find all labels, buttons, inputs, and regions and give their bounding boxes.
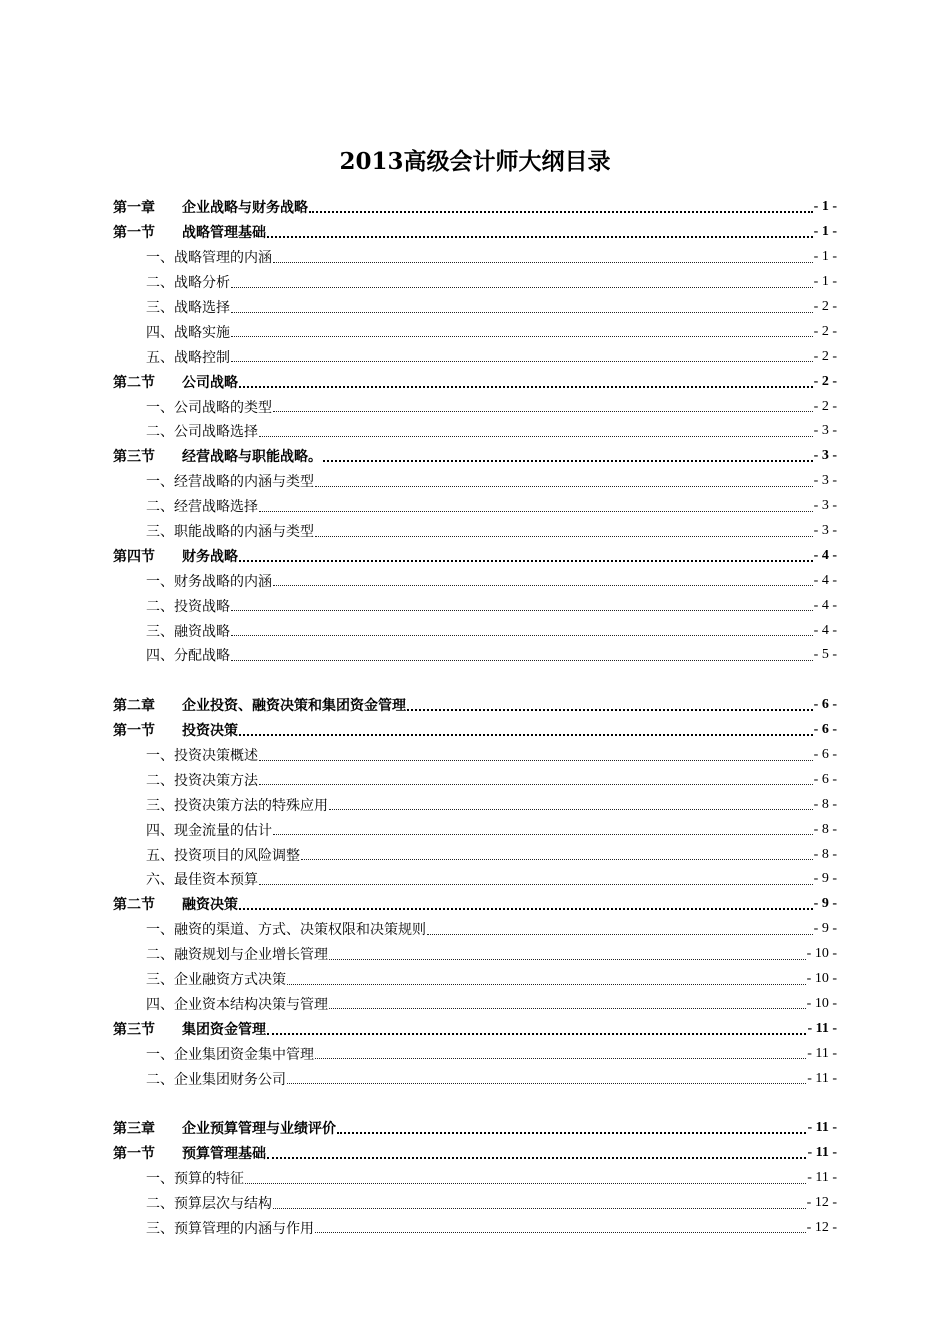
toc-entry-item[interactable] [113, 1191, 837, 1216]
toc-dot-leader [273, 1194, 806, 1209]
toc-entry-item[interactable] [113, 270, 837, 295]
toc-entry-title: 企业融资方式决策 [174, 972, 286, 989]
toc-entry-number: 一、 [146, 250, 174, 267]
toc-page-number: - 5 - [813, 647, 837, 663]
toc-page-number: - 3 - [813, 498, 837, 514]
toc-page-number: - 8 - [813, 821, 837, 837]
toc-dot-leader [273, 397, 813, 412]
toc-entry-title: 财务战略 [182, 548, 238, 565]
toc-entry-title: 经营战略选择 [174, 499, 258, 516]
toc-entry-title: 公司战略选择 [174, 424, 258, 441]
toc-dot-leader [273, 571, 813, 586]
toc-dot-leader [329, 795, 813, 810]
toc-entry-item[interactable] [113, 1166, 837, 1191]
toc-entry-title: 融资的渠道、方式、决策权限和决策规则 [174, 922, 426, 939]
toc-entry-item[interactable] [113, 319, 837, 344]
toc-entry-number: 三、 [146, 1220, 174, 1237]
toc-entry-number: 二、 [146, 424, 174, 441]
toc-entry-title: 投资决策概述 [174, 748, 258, 765]
toc-entry-number: 第四节 [113, 548, 155, 565]
toc-page-number: - 11 - [807, 1045, 837, 1061]
toc-entry-number: 一、 [146, 474, 174, 491]
toc-dot-leader [239, 894, 813, 910]
toc-dot-leader [231, 322, 813, 337]
toc-entry-title: 公司战略 [182, 374, 238, 391]
toc-dot-leader [301, 845, 813, 860]
toc-entry-title: 投资决策方法 [174, 772, 258, 789]
toc-entry-item[interactable] [113, 942, 837, 967]
toc-page-number: - 2 - [813, 398, 837, 414]
toc-entry-item[interactable] [113, 593, 837, 618]
toc-entry-section[interactable] [113, 1141, 837, 1166]
toc-entry-title: 投资决策 [182, 723, 238, 740]
toc-entry-title: 融资规划与企业增长管理 [174, 947, 328, 964]
toc-entry-title: 预算层次与结构 [174, 1196, 272, 1213]
document-title: 2013高级会计师大纲目录 [339, 148, 611, 175]
toc-entry-number: 第二章 [113, 698, 155, 715]
toc-entry-section[interactable] [113, 444, 837, 469]
toc-page-number: - 2 - [813, 348, 837, 364]
toc-dot-leader [231, 621, 813, 636]
toc-entry-number: 第三章 [113, 1121, 155, 1138]
toc-entry-number: 六、 [146, 872, 174, 889]
toc-entry-item[interactable] [113, 1066, 837, 1091]
toc-dot-leader [329, 945, 806, 960]
toc-entry-number: 三、 [146, 623, 174, 640]
toc-entry-number: 二、 [146, 275, 174, 292]
toc-entry-title: 经营战略的内涵与类型 [174, 474, 314, 491]
toc-page-number: - 4 - [813, 547, 837, 563]
toc-entry-number: 第三节 [113, 1021, 155, 1038]
toc-page-number: - 10 - [806, 995, 837, 1011]
toc-entry-number: 第二节 [113, 897, 155, 914]
toc-dot-leader [287, 970, 806, 985]
toc-page-number: - 1 - [813, 249, 837, 265]
toc-dot-leader [329, 994, 806, 1009]
toc-entry-item[interactable] [113, 494, 837, 519]
toc-entry-number: 三、 [146, 972, 174, 989]
toc-dot-leader [231, 298, 813, 313]
toc-page-number: - 10 - [806, 946, 837, 962]
toc-dot-leader [323, 446, 813, 462]
toc-page-number: - 12 - [806, 1219, 837, 1235]
toc-entry-title: 集团资金管理 [182, 1021, 266, 1038]
toc-entry-item[interactable] [113, 967, 837, 992]
toc-entry-chapter[interactable] [113, 195, 837, 220]
toc-entry-title: 最佳资本预算 [174, 872, 258, 889]
toc-dot-leader [309, 197, 813, 213]
toc-dot-leader [259, 497, 813, 512]
toc-entry-title: 战略控制 [174, 349, 230, 366]
toc-page-number: - 6 - [813, 747, 837, 763]
toc-dot-leader [267, 222, 813, 238]
toc-entry-title: 战略管理的内涵 [174, 250, 272, 267]
toc-entry-item[interactable] [113, 295, 837, 320]
toc-dot-leader [245, 1169, 806, 1184]
toc-page-number: - 2 - [813, 373, 837, 389]
toc-entry-item[interactable] [113, 917, 837, 942]
toc-entry-number: 二、 [146, 772, 174, 789]
toc-page-number: - 9 - [813, 871, 837, 887]
toc-entry-number: 五、 [146, 847, 174, 864]
toc-dot-leader [231, 646, 813, 661]
toc-entry-title: 预算管理基础 [182, 1146, 266, 1163]
toc-entry-number: 二、 [146, 499, 174, 516]
toc-dot-leader [239, 546, 813, 562]
toc-entry-number: 第二节 [113, 374, 155, 391]
toc-dot-leader [231, 596, 813, 611]
toc-entry-number: 五、 [146, 349, 174, 366]
toc-entry-section[interactable] [113, 220, 837, 245]
toc-page-number: - 4 - [813, 597, 837, 613]
toc-dot-leader [337, 1118, 806, 1134]
toc-page-number: - 6 - [813, 771, 837, 787]
toc-page-number: - 3 - [813, 523, 837, 539]
toc-page-number: - 3 - [813, 448, 837, 464]
toc-entry-title: 战略分析 [174, 275, 230, 292]
toc-entry-number: 四、 [146, 324, 174, 341]
toc-page-number: - 11 - [807, 1120, 837, 1136]
toc-page-number: - 8 - [813, 796, 837, 812]
toc-entry-title: 职能战略的内涵与类型 [174, 524, 314, 541]
toc-page-number: - 6 - [813, 697, 837, 713]
toc-entry-item[interactable] [113, 792, 837, 817]
toc-dot-leader [267, 1019, 806, 1035]
toc-page-number: - 2 - [813, 299, 837, 314]
toc-page-number: - 11 - [807, 1170, 837, 1186]
toc-entry-item[interactable] [113, 394, 837, 419]
table-of-contents [113, 195, 837, 1240]
toc-entry-number: 三、 [146, 797, 174, 814]
toc-dot-leader [427, 920, 813, 935]
toc-dot-leader [273, 820, 813, 835]
toc-page-number: - 1 - [813, 199, 837, 215]
toc-entry-section[interactable] [113, 1016, 837, 1041]
toc-entry-title: 投资项目的风险调整 [174, 847, 300, 864]
toc-page-number: - 1 - [813, 224, 837, 240]
toc-spacer [113, 1091, 837, 1116]
toc-entry-number: 四、 [146, 648, 174, 665]
toc-dot-leader [231, 273, 813, 288]
toc-entry-title: 财务战略的内涵 [174, 573, 272, 590]
toc-page-number: - 6 - [813, 722, 837, 738]
toc-page-number: - 12 - [806, 1195, 837, 1211]
toc-page-number: - 9 - [813, 921, 837, 937]
toc-entry-item[interactable] [113, 767, 837, 792]
toc-page-number: - 8 - [813, 846, 837, 862]
toc-dot-leader [231, 347, 813, 362]
toc-entry-number: 二、 [146, 1196, 174, 1213]
toc-page-number: - 1 - [813, 274, 837, 290]
toc-page-number: - 4 - [813, 622, 837, 638]
toc-entry-title: 企业投资、融资决策和集团资金管理 [182, 698, 406, 715]
toc-entry-number: 二、 [146, 947, 174, 964]
toc-entry-title: 企业集团资金集中管理 [174, 1046, 314, 1063]
toc-entry-title: 投资决策方法的特殊应用 [174, 797, 328, 814]
toc-dot-leader [259, 422, 813, 437]
toc-entry-number: 第一节 [113, 1146, 155, 1163]
toc-entry-title: 公司战略的类型 [174, 399, 272, 416]
toc-entry-number: 第一章 [113, 200, 155, 217]
toc-entry-title: 战略选择 [174, 300, 230, 316]
toc-page-number: - 11 - [807, 1145, 837, 1161]
toc-page-number: - 3 - [813, 473, 837, 489]
toc-entry-title: 企业战略与财务战略 [182, 200, 308, 217]
toc-entry-number: 第一节 [113, 225, 155, 242]
toc-entry-title: 企业集团财务公司 [174, 1071, 286, 1088]
toc-entry-item[interactable] [113, 992, 837, 1017]
toc-dot-leader [239, 720, 813, 736]
toc-dot-leader [259, 770, 813, 785]
toc-entry-item[interactable] [113, 867, 837, 892]
toc-entry-item[interactable] [113, 519, 837, 544]
toc-entry-number: 一、 [146, 573, 174, 590]
toc-entry-item[interactable] [113, 1041, 837, 1066]
toc-entry-number: 三、 [146, 300, 174, 316]
toc-entry-number: 一、 [146, 1171, 174, 1188]
toc-entry-title: 预算管理的内涵与作用 [174, 1220, 314, 1237]
toc-dot-leader [273, 248, 813, 263]
toc-entry-number: 一、 [146, 1046, 174, 1063]
toc-entry-title: 预算的特征 [174, 1171, 244, 1188]
toc-entry-item[interactable] [113, 743, 837, 768]
toc-entry-title: 企业预算管理与业绩评价 [182, 1121, 336, 1138]
toc-page-number: - 11 - [807, 1070, 837, 1086]
toc-entry-section[interactable] [113, 892, 837, 917]
toc-page-number: - 11 - [807, 1020, 837, 1036]
toc-entry-title: 企业资本结构决策与管理 [174, 996, 328, 1013]
toc-entry-item[interactable] [113, 817, 837, 842]
toc-entry-item[interactable] [113, 469, 837, 494]
toc-page-number: - 2 - [813, 323, 837, 339]
toc-page-number: - 4 - [813, 572, 837, 588]
toc-entry-number: 四、 [146, 822, 174, 839]
toc-entry-title: 战略管理基础 [182, 225, 266, 242]
toc-entry-number: 一、 [146, 748, 174, 765]
toc-page-number: - 9 - [813, 896, 837, 912]
toc-dot-leader [259, 870, 813, 885]
toc-dot-leader [315, 1044, 806, 1059]
toc-dot-leader [259, 746, 813, 761]
toc-dot-leader [287, 1069, 806, 1084]
toc-entry-section[interactable] [113, 718, 837, 743]
toc-entry-item[interactable] [113, 568, 837, 593]
toc-entry-title: 经营战略与职能战略。 [182, 449, 322, 466]
toc-dot-leader [315, 1218, 806, 1233]
toc-entry-item[interactable] [113, 643, 837, 668]
toc-page-number: - 3 - [813, 423, 837, 439]
toc-entry-title: 战略实施 [174, 324, 230, 341]
toc-dot-leader [239, 372, 813, 388]
toc-entry-number: 二、 [146, 598, 174, 615]
toc-entry-number: 第一节 [113, 723, 155, 740]
toc-entry-title: 分配战略 [174, 648, 230, 665]
toc-dot-leader [407, 695, 813, 711]
toc-entry-section[interactable] [113, 369, 837, 394]
toc-entry-number: 一、 [146, 399, 174, 416]
toc-entry-item[interactable] [113, 419, 837, 444]
toc-entry-number: 一、 [146, 922, 174, 939]
toc-entry-number: 四、 [146, 996, 174, 1013]
toc-entry-title: 投资战略 [174, 598, 230, 615]
toc-entry-number: 二、 [146, 1071, 174, 1088]
toc-entry-title: 现金流量的估计 [174, 822, 272, 839]
toc-page-number: - 10 - [806, 971, 837, 987]
toc-dot-leader [267, 1143, 806, 1159]
toc-entry-item[interactable] [113, 842, 837, 867]
toc-spacer [113, 668, 837, 693]
toc-entry-number: 三、 [146, 524, 174, 541]
toc-entry-item[interactable] [113, 618, 837, 643]
toc-entry-chapter[interactable] [113, 1116, 837, 1141]
toc-dot-leader [315, 472, 813, 487]
toc-entry-item[interactable] [113, 344, 837, 369]
toc-entry-number: 第三节 [113, 449, 155, 466]
toc-entry-chapter[interactable] [113, 693, 837, 718]
toc-entry-item[interactable] [113, 1216, 837, 1241]
toc-entry-title: 融资决策 [182, 897, 238, 914]
toc-entry-title: 融资战略 [174, 623, 230, 640]
toc-entry-section[interactable] [113, 543, 837, 568]
toc-dot-leader [315, 522, 813, 537]
toc-entry-item[interactable] [113, 245, 837, 270]
